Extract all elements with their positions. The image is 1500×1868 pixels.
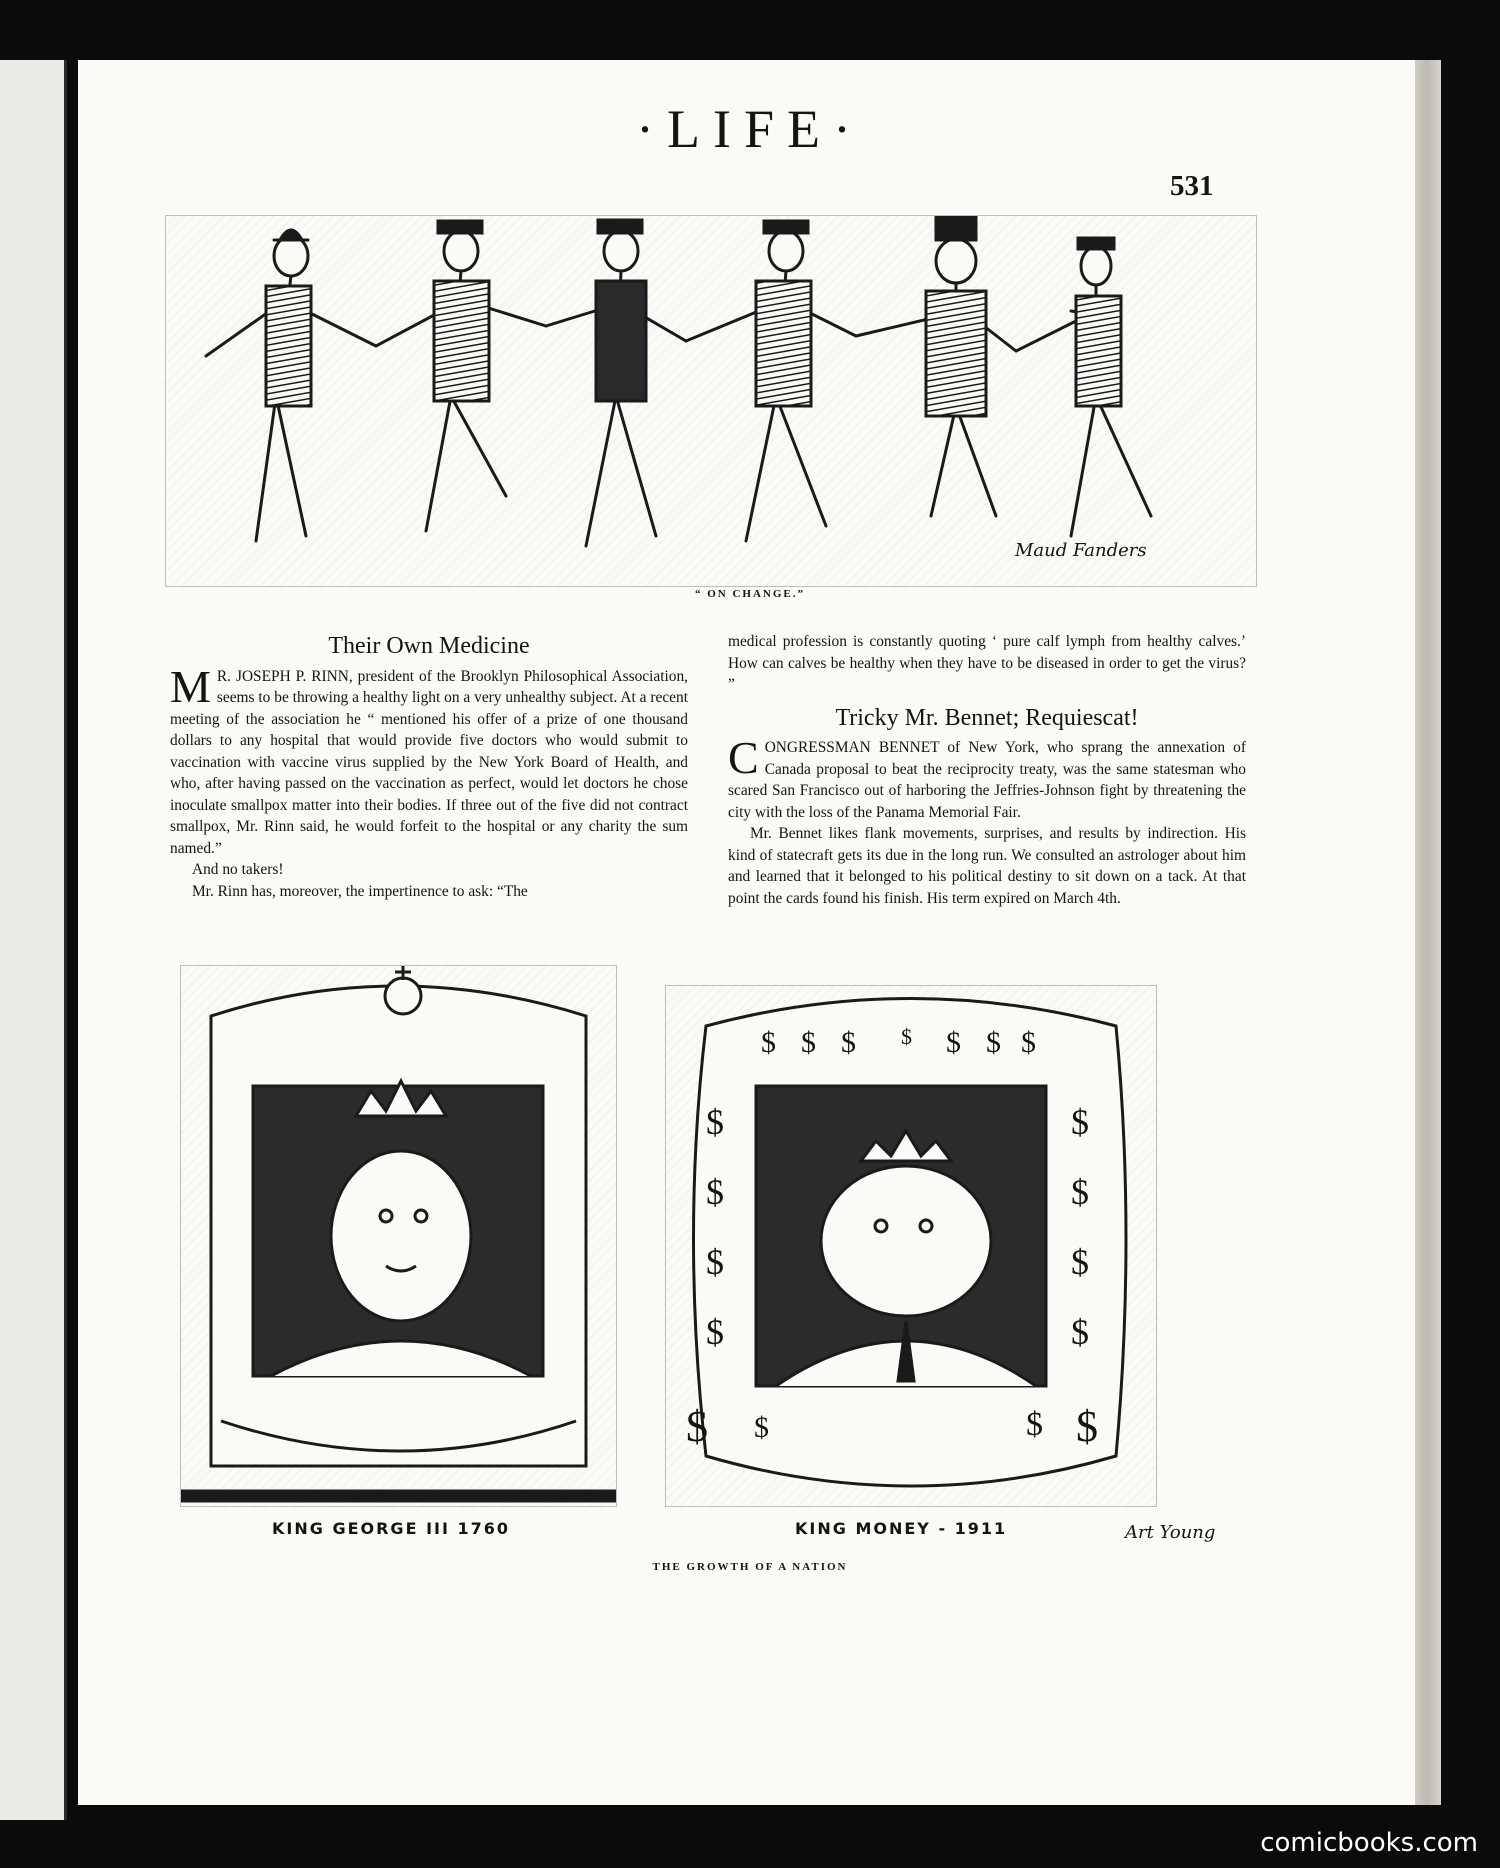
- figure-5: [856, 216, 1016, 516]
- on-change-drawing: [166, 216, 1256, 586]
- dollar-sign: $: [686, 1402, 708, 1451]
- article1-paragraph-2: And no takers!: [192, 861, 284, 878]
- dollar-sign: $: [986, 1026, 1001, 1059]
- king-george-caption: KING GEORGE III 1760: [272, 1519, 511, 1538]
- dollar-sign: $: [1026, 1406, 1043, 1443]
- article2-paragraph-1: CONGRESSMAN BENNET of New York, who sprang the annexation of Canada proposal to beat the reciprocity treaty, was the same statesman who scared San Francisco out of harboring the Jeffries-Johnson fight by threatening the city with the loss of the Panama Memorial Fair.: [728, 732, 1246, 821]
- facing-page-edge: [0, 60, 67, 1820]
- dollar-sign: $: [1071, 1312, 1089, 1352]
- king-george-frame: [181, 966, 616, 1506]
- figure-1: [206, 230, 376, 541]
- article1-paragraph-3: Mr. Rinn has, moreover, the impertinence to ask: “The: [192, 882, 528, 900]
- dollar-sign: $: [754, 1411, 769, 1444]
- article1-paragraph-continued: medical profession is constantly quoting ‘ pure calf lymph from healthy calves.’ How can calves be healthy when they have to be diseased in order to get the virus? ”: [728, 633, 1246, 693]
- dollar-sign: $: [1021, 1026, 1036, 1059]
- page-number: 531: [1170, 170, 1214, 202]
- dollar-sign: $: [706, 1312, 724, 1352]
- right-column: [728, 631, 1246, 909]
- bottom-cartoon-title: THE GROWTH OF A NATION: [652, 1561, 848, 1573]
- dollar-sign: $: [841, 1026, 856, 1059]
- figure-4: [686, 221, 856, 541]
- on-change-illustration: [165, 215, 1257, 587]
- dollar-sign: $: [901, 1024, 912, 1049]
- page-binding: [1415, 60, 1441, 1805]
- figure-3: [546, 220, 686, 546]
- dollar-sign: $: [1071, 1172, 1089, 1212]
- dollar-sign: $: [946, 1026, 961, 1059]
- figure-2: [376, 221, 546, 531]
- watermark: comicbooks.com: [1260, 1828, 1478, 1858]
- article1-dropcap: M: [170, 660, 211, 712]
- dollar-sign: $: [706, 1242, 724, 1282]
- bottom-cartoon-signature: Art Young: [1125, 1522, 1216, 1543]
- top-cartoon-caption: “ ON CHANGE.”: [694, 588, 806, 600]
- dollar-sign: $: [761, 1026, 776, 1059]
- masthead: ·LIFE·: [636, 99, 864, 159]
- left-column: [170, 633, 688, 902]
- article1-paragraph-1: M R. JOSEPH P. RINN, president of the Brooklyn Philosophical Association, seems to be throwing a healthy light on a very unhealthy subject. At a recent meeting of the association he “ mentioned his offer of a prize of one thousand dollars to any hospital that would provide five doctors who would submit to vaccination with vaccine virus supplied by the New York Board of Health, and who, after having passed on the vaccination as perfect, would let doctors he chose inoculate smallpox matter into their bodies. If three out of the five did not contract smallpox, Mr. Rinn said, he would forfeit to the hospital or any charity the sum named.”: [170, 660, 688, 857]
- king-money-illustration: [665, 985, 1157, 1507]
- dollar-sign: $: [1071, 1102, 1089, 1142]
- dollar-sign: $: [706, 1102, 724, 1142]
- article2-headline: Tricky Mr. Bennet; Requiescat!: [835, 704, 1139, 731]
- dollar-sign: $: [706, 1172, 724, 1212]
- article1-headline: Their Own Medicine: [328, 633, 530, 659]
- article2-paragraph-2: Mr. Bennet likes flank movements, surprises, and results by indirection. His kind of statecraft gets its due in the long run. We consulted an astrologer about him and learned that it belonged to his political destiny to sit down on a tack. At that point the cards found his finish. His term expired on March 4th.: [728, 825, 1246, 907]
- dollar-sign: $: [801, 1026, 816, 1059]
- king-money-caption: KING MONEY - 1911: [795, 1519, 1008, 1538]
- dollar-sign: $: [1076, 1402, 1098, 1451]
- article2-dropcap: C: [728, 732, 759, 783]
- figure-6: [1016, 238, 1151, 536]
- dollar-sign: $: [1071, 1242, 1089, 1282]
- king-george-illustration: [180, 965, 617, 1507]
- top-cartoon-signature: Maud Fanders: [1015, 540, 1147, 561]
